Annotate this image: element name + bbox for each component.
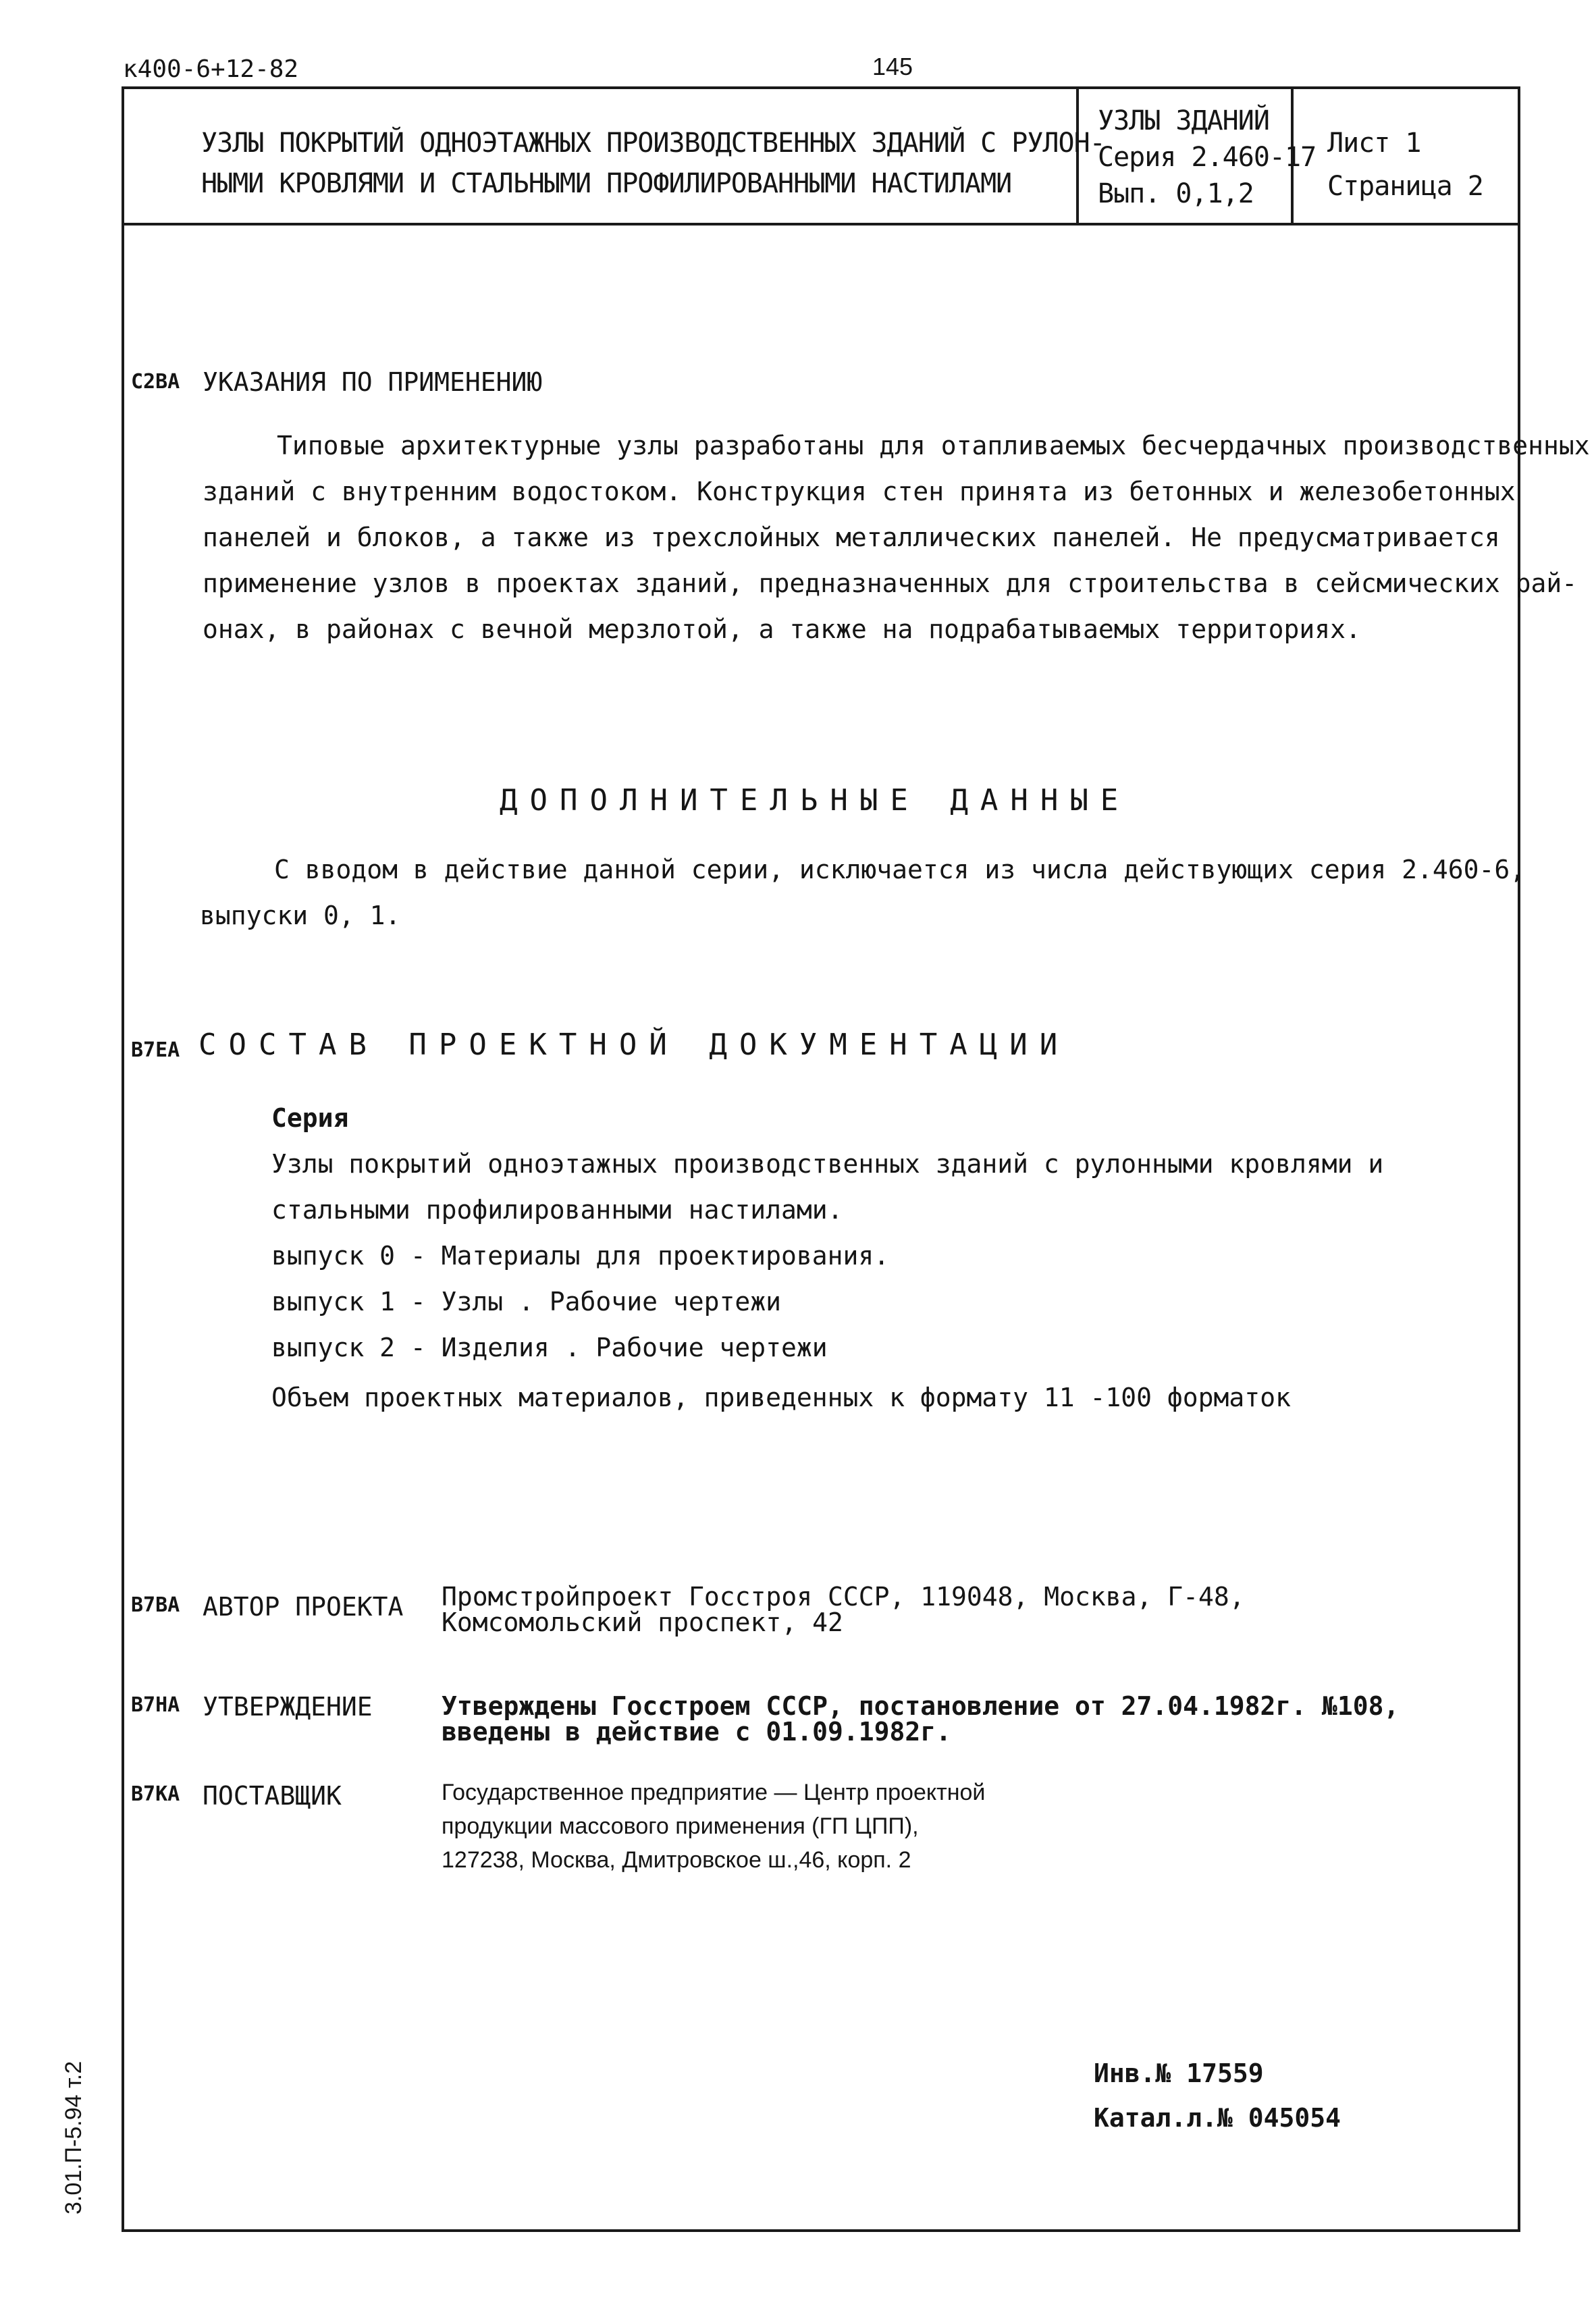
composition-subheading: Серия bbox=[271, 1103, 349, 1133]
composition-list bbox=[271, 1141, 1383, 1420]
author-text bbox=[442, 1584, 1245, 1635]
composition-line: выпуск 0 - Материалы для проектирования. bbox=[271, 1241, 890, 1271]
author-line: Комсомольский проспект, 42 bbox=[442, 1607, 843, 1637]
inventory-block bbox=[1094, 2051, 1341, 2140]
side-note: 3.01.П-5.94 т.2 bbox=[61, 2061, 86, 2214]
header-series bbox=[1098, 103, 1316, 212]
header-sheet-line: Лист 1 bbox=[1327, 128, 1421, 159]
supplier-label: ПОСТАВЩИК bbox=[203, 1781, 342, 1811]
usage-line: онах, в районах с вечной мерзлотой, а также на подрабатываемых территориях. bbox=[203, 614, 1361, 644]
composition-line: Объем проектных материалов, приведенных к формату 11 -100 форматок bbox=[271, 1383, 1291, 1412]
additional-text bbox=[200, 847, 1525, 938]
header-divider bbox=[122, 223, 1520, 225]
approval-line: Утверждены Госстроем СССР, постановление от 27.04.1982г. №108, bbox=[442, 1691, 1400, 1721]
approval-text bbox=[442, 1693, 1399, 1745]
composition-code: В7ЕА bbox=[131, 1038, 180, 1062]
composition-heading: СОСТАВ ПРОЕКТНОЙ ДОКУМЕНТАЦИИ bbox=[198, 1028, 1070, 1062]
supplier-line: 127238, Москва, Дмитровское ш.,46, корп. 2 bbox=[442, 1847, 911, 1873]
page-number: 145 bbox=[872, 53, 913, 80]
additional-line: С вводом в действие данной серии, исключается из числа действующих серия 2.460-6, bbox=[274, 855, 1526, 884]
author-code: В7ВА bbox=[131, 1593, 180, 1617]
usage-line: Типовые архитектурные узлы разработаны для отапливаемых бесчердачных производственных bbox=[277, 431, 1590, 460]
composition-line: выпуск 2 - Изделия . Рабочие чертежи bbox=[271, 1333, 828, 1362]
catalog-number: Катал.л.№ 045054 bbox=[1094, 2103, 1341, 2133]
header-series-line: Серия 2.460-17 bbox=[1098, 142, 1316, 173]
header-title-line: УЗЛЫ ПОКРЫТИЙ ОДНОЭТАЖНЫХ ПРОИЗВОДСТВЕННЫХ ЗДАНИЙ С РУЛОН- bbox=[201, 128, 1105, 159]
header-series-line: Вып. 0,1,2 bbox=[1098, 178, 1254, 209]
approval-line: введены в действие с 01.09.1982г. bbox=[442, 1717, 951, 1747]
document-code: к400-6+12-82 bbox=[123, 55, 299, 83]
composition-line: выпуск 1 - Узлы . Рабочие чертежи bbox=[271, 1287, 781, 1317]
composition-line: Узлы покрытий одноэтажных производственных зданий с рулонными кровлями и bbox=[271, 1149, 1384, 1179]
usage-line: зданий с внутренним водостоком. Конструкция стен принята из бетонных и железобетонных bbox=[203, 477, 1516, 506]
usage-code: С2ВА bbox=[131, 370, 180, 394]
additional-line: выпуски 0, 1. bbox=[200, 901, 401, 930]
approval-code: В7НА bbox=[131, 1693, 180, 1717]
header-title bbox=[201, 123, 1105, 204]
inventory-number: Инв.№ 17559 bbox=[1094, 2058, 1264, 2088]
additional-heading: ДОПОЛНИТЕЛЬНЫЕ ДАННЫЕ bbox=[500, 783, 1131, 818]
supplier-code: В7КА bbox=[131, 1782, 180, 1806]
usage-line: применение узлов в проектах зданий, предназначенных для строительства в сейсмических рай- bbox=[203, 568, 1578, 598]
usage-heading: УКАЗАНИЯ ПО ПРИМЕНЕНИЮ bbox=[203, 367, 543, 397]
supplier-text bbox=[442, 1776, 985, 1877]
header-series-line: УЗЛЫ ЗДАНИЙ bbox=[1098, 105, 1269, 136]
usage-text bbox=[203, 423, 1590, 652]
composition-line: стальными профилированными настилами. bbox=[271, 1195, 843, 1225]
supplier-line: продукции массового применения (ГП ЦПП), bbox=[442, 1813, 919, 1839]
header-sheet bbox=[1327, 122, 1483, 208]
author-label: АВТОР ПРОЕКТА bbox=[203, 1592, 404, 1622]
author-line: Промстройпроект Госстроя СССР, 119048, Москва, Г-48, bbox=[442, 1582, 1245, 1612]
header-title-line: НЫМИ КРОВЛЯМИ И СТАЛЬНЫМИ ПРОФИЛИРОВАННЫМИ НАСТИЛАМИ bbox=[201, 168, 1012, 199]
header-sheet-line: Страница 2 bbox=[1327, 171, 1483, 202]
usage-line: панелей и блоков, а также из трехслойных металлических панелей. Не предусматривается bbox=[203, 523, 1500, 552]
supplier-line: Государственное предприятие — Центр проектной bbox=[442, 1780, 986, 1805]
approval-label: УТВЕРЖДЕНИЕ bbox=[203, 1692, 373, 1722]
